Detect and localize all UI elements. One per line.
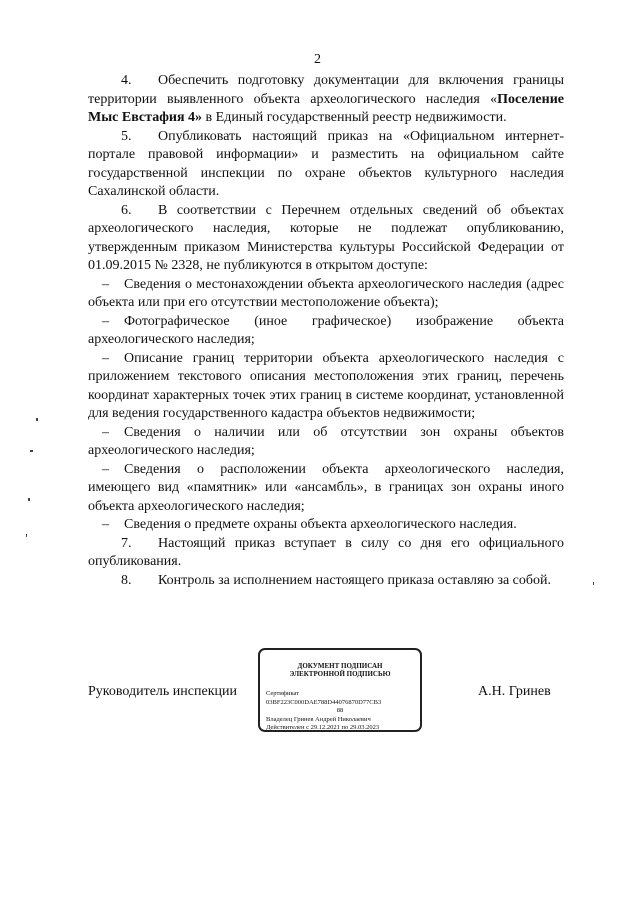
scan-speck	[36, 418, 38, 421]
signatory-position: Руководитель инспекции	[88, 684, 237, 699]
dash-item-text: Описание границ территории объекта археологического наследия с приложением текстового описания местоположения этих границ, перечень координат характерных точек этих границ в системе координат, установленной для ведения государственного кадастра объектов недвижимости;	[88, 350, 564, 421]
page-number: 2	[314, 52, 321, 67]
scan-speck	[26, 534, 27, 537]
scan-speck	[28, 498, 30, 501]
item-5-number: 5.	[121, 128, 132, 144]
item-4	[88, 72, 564, 128]
stamp-validity: Действителен с 29.12.2021 по 29.03.2023	[266, 724, 380, 731]
item-7-number: 7.	[121, 535, 132, 551]
stamp-owner: Владелец Гринев Андрей Николаевич	[266, 715, 371, 723]
electronic-signature-stamp	[258, 648, 422, 732]
dash-item	[88, 461, 564, 517]
scan-speck	[593, 582, 594, 585]
dash-symbol: –	[102, 350, 109, 366]
stamp-title-line-2: ЭЛЕКТРОННОЙ ПОДПИСЬЮ	[289, 670, 391, 678]
dash-item	[88, 313, 564, 350]
item-8	[88, 572, 564, 591]
dash-item	[88, 276, 564, 313]
item-6-number: 6.	[121, 202, 132, 218]
dash-item	[88, 350, 564, 424]
scan-speck	[30, 450, 33, 452]
dash-item	[88, 516, 564, 535]
dash-item-text: Сведения о предмете охраны объекта археологического наследия.	[124, 517, 517, 532]
item-4-object-name: Поселение Мыс Евстафия 4»	[88, 91, 564, 125]
item-5-text: Опубликовать настоящий приказ на «Официальном интернет-портале правовой информации» и разместить на официальном сайте государственной инспекции по охране объектов культурного наследия Сахалинской области.	[88, 128, 564, 199]
item-6	[88, 202, 564, 276]
stamp-certificate-tail: 88	[336, 707, 344, 714]
dash-symbol: –	[102, 276, 109, 292]
stamp-title-line-1: ДОКУМЕНТ ПОДПИСАН	[297, 662, 383, 670]
dash-item-text: Сведения о расположении объекта археологического наследия, имеющего вид «памятник» или «ансамбль», в границах зон охраны иного объекта археологического наследия;	[88, 461, 564, 514]
stamp-certificate: Сертификат 03BF223C000DAE788D44076870D77CB3	[266, 690, 382, 706]
item-4-text-b: в Единый государственный реестр недвижимости.	[202, 110, 507, 125]
dash-symbol: –	[102, 313, 109, 329]
dash-item-text: Фотографическое (иное графическое) изображение объекта археологического наследия;	[88, 313, 564, 347]
item-5	[88, 128, 564, 202]
dash-symbol: –	[102, 461, 109, 477]
dash-item-text: Сведения о местонахождении объекта археологического наследия (адрес объекта или при его отсутствии местоположение объекта);	[88, 276, 564, 310]
item-6-text: В соответствии с Перечнем отдельных сведений об объектах археологического наследия, которые не подлежат опубликованию, утвержденным приказом Министерства культуры Российской Федерации от 01.09.2015 № 2328, не публикуются в открытом доступе:	[88, 202, 564, 273]
signatory-name: А.Н. Гринев	[478, 684, 551, 699]
item-7-text: Настоящий приказ вступает в силу со дня его официального опубликования.	[88, 535, 564, 569]
dash-item	[88, 424, 564, 461]
dash-symbol: –	[102, 517, 109, 532]
item-8-number: 8.	[121, 572, 132, 588]
item-4-number: 4.	[121, 73, 132, 88]
document-body	[88, 72, 564, 590]
item-8-text: Контроль за исполнением настоящего приказа оставляю за собой.	[158, 572, 552, 588]
item-7	[88, 535, 564, 572]
stamp-details	[266, 690, 414, 733]
dash-item-text: Сведения о наличии или об отсутствии зон охраны объектов археологического наследия;	[88, 424, 564, 458]
item-4-text-a: Обеспечить подготовку документации для включения границы территории выявленного объекта археологического наследия «	[88, 73, 564, 107]
dash-symbol: –	[102, 424, 109, 440]
